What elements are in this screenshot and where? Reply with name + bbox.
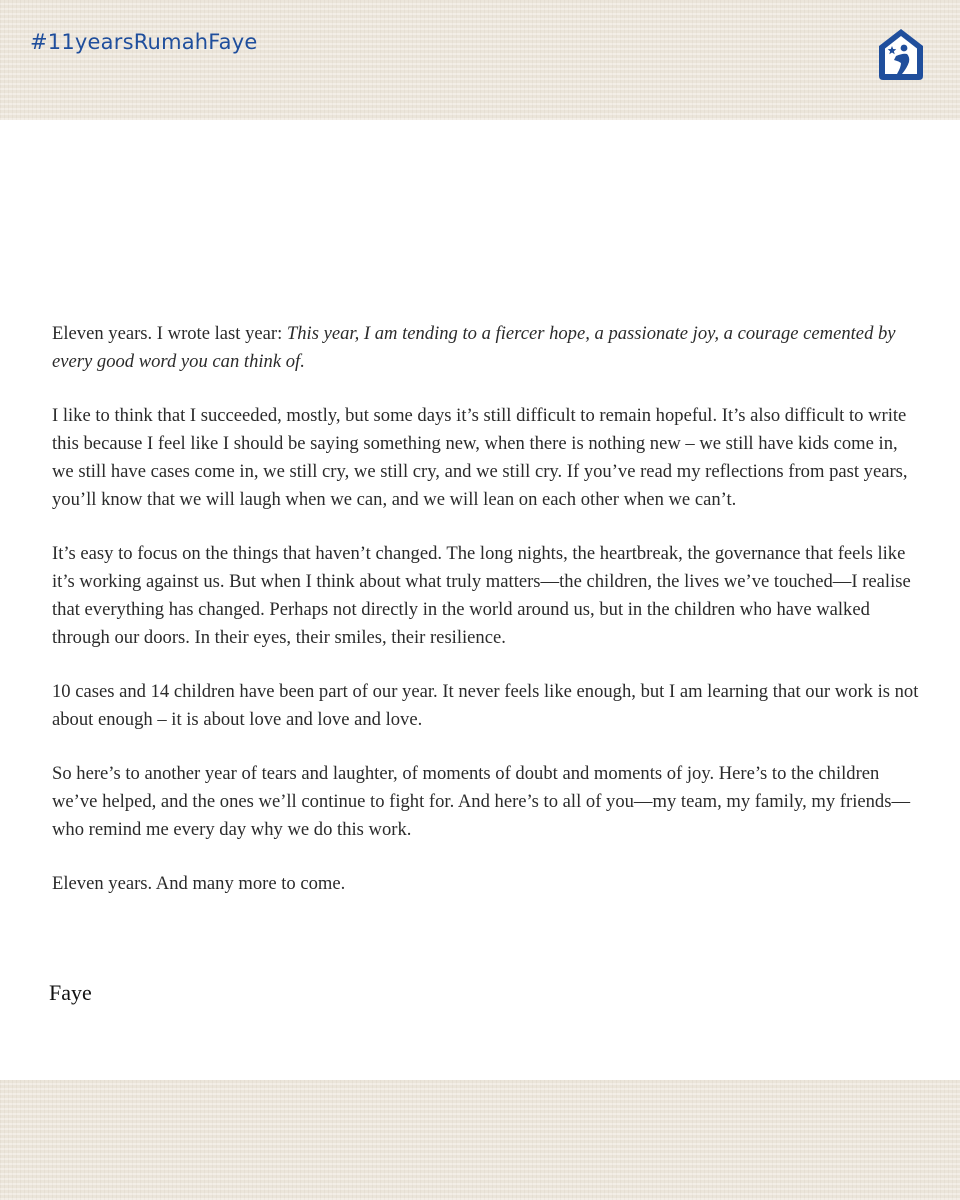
paragraph-2: I like to think that I succeeded, mostly, but some days it’s still difficult to remain hopeful. It’s also difficult to write this because I feel like I should be saying something new, when there is nothing new – we still have kids come in, we still have cases come in, we still cry, we still cry, and we still cry. If you’ve read my reflections from past years, you’ll know that we will laugh when we can, and we will lean on each other when we can’t. — [52, 405, 908, 510]
paragraph-5: So here’s to another year of tears and laughter, of moments of doubt and moments of joy. Here’s to the children we’ve helped, and the ones we’ll continue to fight for. And here’s to all of you—my team, my family, my friends—who remind me every day why we do this work. — [52, 763, 911, 840]
house-figure-star-logo-icon — [876, 26, 926, 82]
signature: Faye — [49, 980, 92, 1005]
letter-card — [0, 120, 960, 1080]
footer-band — [0, 1080, 960, 1200]
paragraph-6: Eleven years. And many more to come. — [52, 873, 346, 894]
hashtag-title: #11yearsRumahFaye — [30, 30, 258, 54]
header-band — [0, 0, 960, 120]
paragraph-1-quote: This year, I am tending to a fiercer hope, a passionate joy, a courage cemented by every good word you can think of. — [52, 323, 896, 372]
letter-body — [52, 320, 922, 924]
paragraph-3: It’s easy to focus on the things that haven’t changed. The long nights, the heartbreak, the governance that feels like it’s working against us. But when I think about what truly matters—the children, the lives we’ve touched—I realise that everything has changed. Perhaps not directly in the world around us, but in the children who have walked through our doors. In their eyes, their smiles, their resilience. — [52, 543, 911, 648]
paragraph-4: 10 cases and 14 children have been part of our year. It never feels like enough, but I am learning that our work is not about enough – it is about love and love and love. — [52, 681, 919, 730]
paragraph-1-lead: Eleven years. I wrote last year: — [52, 323, 287, 344]
paragraph-1 — [52, 320, 922, 376]
